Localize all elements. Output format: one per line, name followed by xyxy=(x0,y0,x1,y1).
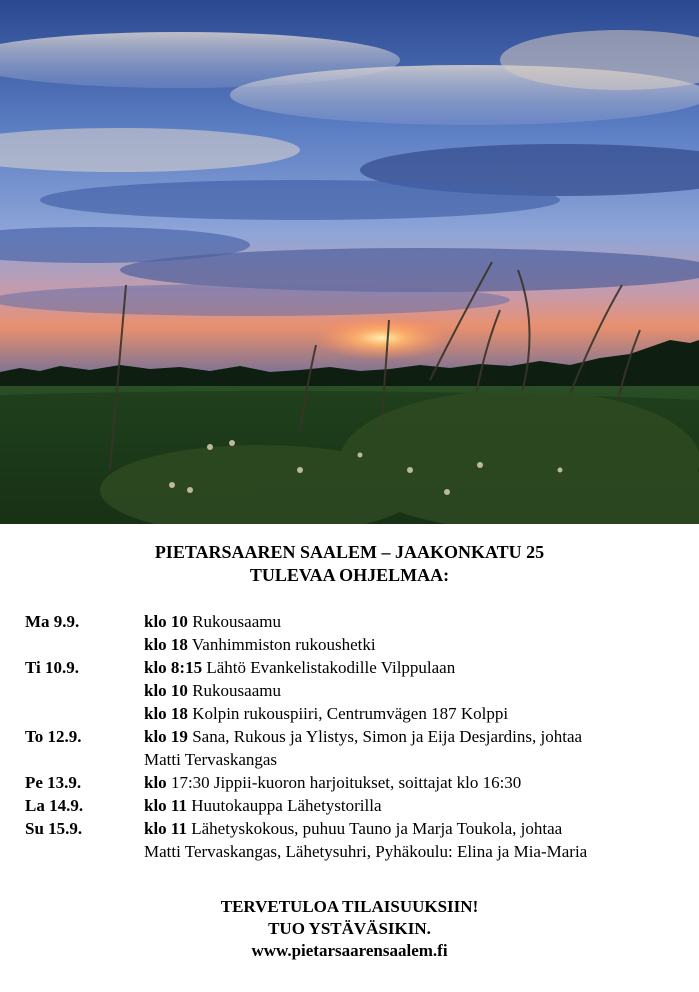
event-line xyxy=(144,679,685,702)
program-heading: TULEVAA OHJELMAA: xyxy=(249,565,450,585)
schedule-list xyxy=(25,610,685,863)
event-text: Huutokauppa Lähetystorilla xyxy=(187,796,382,815)
event-text: Matti Tervaskangas, Lähetysuhri, Pyhäkoulu: Elina ja Mia-Maria xyxy=(144,842,588,861)
event-line xyxy=(144,840,685,863)
day-label: Ma 9.9. xyxy=(25,612,80,631)
event-text: Lähtö Evankelistakodille Vilppulaan xyxy=(202,658,456,677)
event-time: klo 18 xyxy=(144,635,188,654)
header xyxy=(0,541,699,587)
event-line xyxy=(144,748,685,771)
day-label: To 12.9. xyxy=(25,727,82,746)
schedule-entry-pe xyxy=(25,771,685,794)
event-time: klo 19 xyxy=(144,727,188,746)
event-line xyxy=(144,656,685,679)
event-text: Sana, Rukous ja Ylistys, Simon ja Eija Desjardins, johtaa xyxy=(187,727,583,746)
bring-friends-text: TUO YSTÄVÄSIKIN. xyxy=(268,919,431,938)
event-text: Lähetyskokous, puhuu Tauno ja Marja Toukola, johtaa xyxy=(187,819,563,838)
schedule-entry-ma xyxy=(25,610,685,656)
event-time: klo 18 xyxy=(144,704,188,723)
sun-glow xyxy=(312,316,452,360)
day-label: Su 15.9. xyxy=(25,819,83,838)
event-text: Matti Tervaskangas xyxy=(144,750,278,769)
website-link[interactable]: www.pietarsaarensaalem.fi xyxy=(251,941,448,960)
event-text: Kolpin rukouspiiri, Centrumvägen 187 Kolppi xyxy=(187,704,509,723)
event-time: klo 10 xyxy=(144,681,188,700)
event-text: Rukousaamu xyxy=(187,681,281,700)
event-text: Vanhimmiston rukoushetki xyxy=(187,635,376,654)
church-address-title: PIETARSAAREN SAALEM – JAAKONKATU 25 xyxy=(154,542,545,562)
welcome-text: TERVETULOA TILAISUUKSIIN! xyxy=(220,897,479,916)
event-line xyxy=(144,817,685,840)
event-text: 17:30 Jippii-kuoron harjoitukset, soittajat klo 16:30 xyxy=(166,773,522,792)
event-time: klo 11 xyxy=(144,819,187,838)
event-time: klo 11 xyxy=(144,796,187,815)
event-line xyxy=(144,610,685,633)
event-line xyxy=(144,633,685,656)
day-label: La 14.9. xyxy=(25,796,84,815)
event-time: klo xyxy=(144,773,167,792)
event-line xyxy=(144,771,685,794)
footer xyxy=(0,896,699,962)
event-line xyxy=(144,702,685,725)
event-line xyxy=(144,794,685,817)
event-text: Rukousaamu xyxy=(187,612,281,631)
schedule-entry-la xyxy=(25,794,685,817)
day-label: Ti 10.9. xyxy=(25,658,80,677)
schedule-entry-ti xyxy=(25,656,685,725)
event-line xyxy=(144,725,685,748)
day-label: Pe 13.9. xyxy=(25,773,82,792)
schedule-entry-to xyxy=(25,725,685,771)
event-time: klo 10 xyxy=(144,612,188,631)
event-time: klo 8:15 xyxy=(144,658,203,677)
schedule-entry-su xyxy=(25,817,685,863)
